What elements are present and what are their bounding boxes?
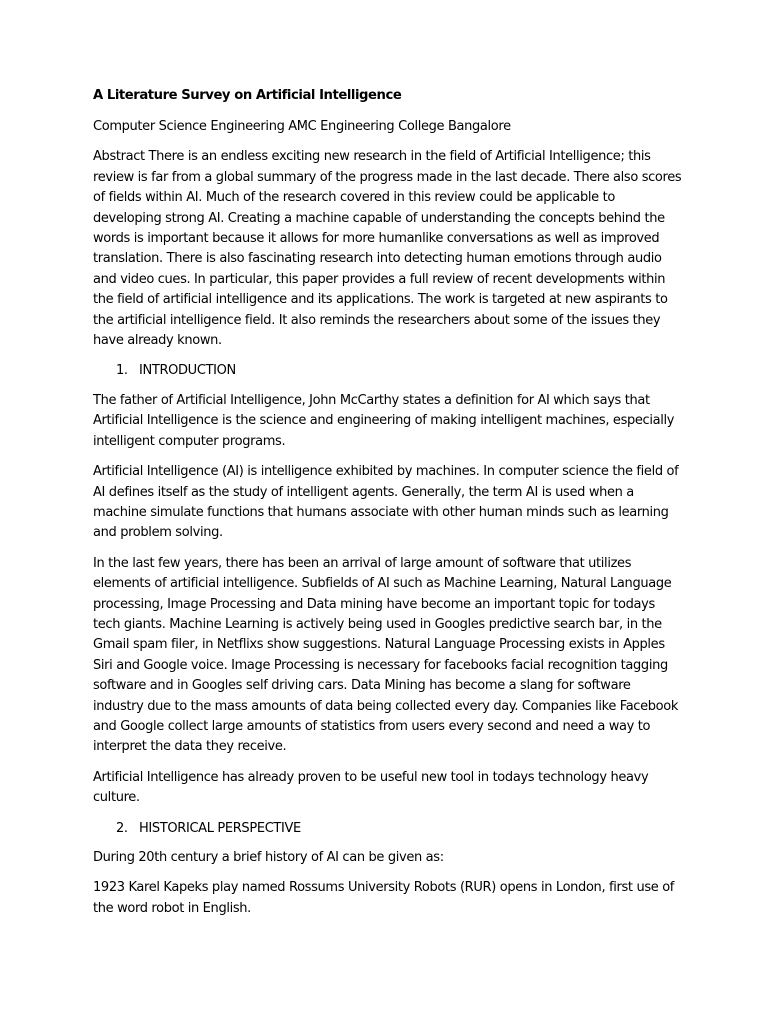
section-heading-historical-perspective — [93, 819, 683, 839]
section-heading-introduction — [93, 361, 683, 381]
history-paragraph-1: During 20th century a brief history of AI can be given as: — [93, 850, 444, 865]
section-number: 1. — [116, 363, 128, 379]
intro-paragraph-4: Artificial Intelligence has already proven to be useful new tool in todays technology heavy culture. — [93, 769, 649, 806]
intro-paragraph-3: In the last few years, there has been an arrival of large amount of software that utilizes elements of artificial intelligence. Subfields of AI such as Machine Learning, Natural Language processing, Image Processing and Data mining have become an important topic for todays tech giants. Machine Learning is actively being used in Googles predictive search bar, in the Gmail spam filer, in Netflixs show suggestions. Natural Language Processing exists in Apples Siri and Google voice. Image Processing is necessary for facebooks facial recognition tagging software and in Googles self driving cars. Data Mining has become a slang for software industry due to the mass amounts of data being collected every day. Companies like Facebook and Google collect large amounts of statistics from users every second and need a way to interpret the data they receive. — [93, 555, 679, 755]
abstract-paragraph: Abstract There is an endless exciting new research in the field of Artificial Intelligence; this review is far from a global summary of the progress made in the last decade. There also scores of fields within AI. Much of the research covered in this review could be applicable to developing strong AI. Creating a machine capable of understanding the concepts behind the words is important because it allows for more humanlike conversations as well as improved translation. There is also fascinating research into detecting human emotions through audio and video cues. In particular, this paper provides a full review of recent developments within the field of artificial intelligence and its applications. The work is targeted at new aspirants to the artificial intelligence field. It also reminds the researchers about some of the issues they have already known. — [93, 149, 682, 349]
intro-paragraph-2: Artificial Intelligence (AI) is intelligence exhibited by machines. In computer science the field of AI defines itself as the study of intelligent agents. Generally, the term AI is used when a machine simulate functions that humans associate with other human minds such as learning and problem solving. — [93, 464, 679, 541]
author-affiliation: Computer Science Engineering AMC Engineering College Bangalore — [93, 119, 511, 134]
section-number: 2. — [116, 820, 128, 836]
history-paragraph-2: 1923 Karel Kapeks play named Rossums University Robots (RUR) opens in London, first use of the word robot in English. — [93, 880, 675, 916]
section-heading-label: HISTORICAL PERSPECTIVE — [139, 820, 301, 836]
document-page — [93, 86, 683, 929]
section-heading-label: INTRODUCTION — [139, 363, 236, 379]
document-title: A Literature Survey on Artificial Intelligence — [93, 88, 402, 103]
intro-paragraph-1: The father of Artificial Intelligence, John McCarthy states a definition for AI which says that Artificial Intelligence is the science and engineering of making intelligent machines, especially intelligent computer programs. — [93, 392, 675, 449]
